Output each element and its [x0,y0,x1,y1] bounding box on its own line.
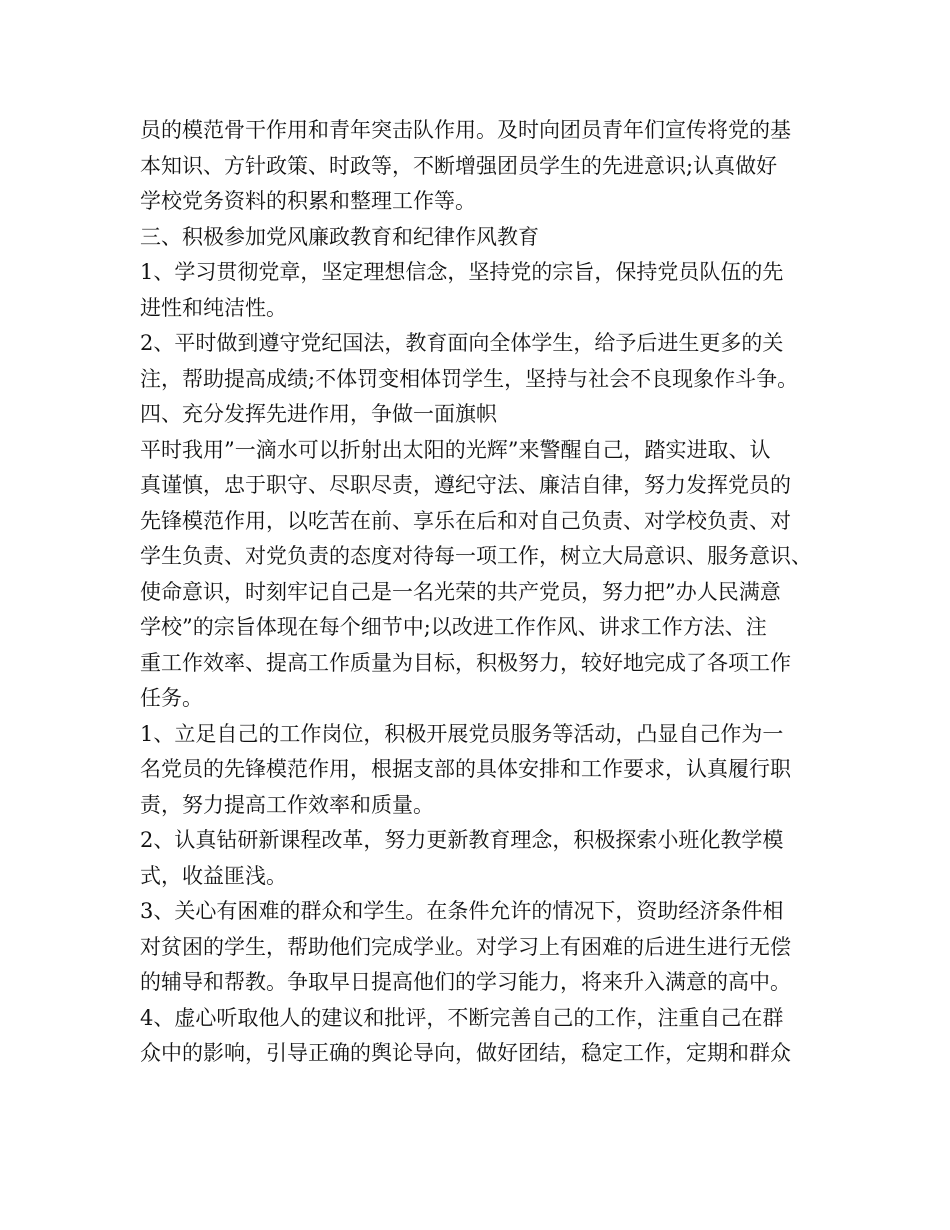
text-line: 4、虚心听取他人的建议和批评，不断完善自己的工作，注重自己在群 [140,1005,784,1030]
text-line: 责，努力提高工作效率和质量。 [140,792,434,817]
text-line: 员的模范骨干作用和青年突击队作用。及时向团员青年们宣传将党的基 [140,118,791,142]
section-heading-3: 三、积极参加党风廉政教育和纪律作风教育 [140,224,539,249]
text-line: 2、认真钻研新课程改革，努力更新教育理念，积极探索小班化教学模 [140,828,784,852]
section-heading-4: 四、充分发挥先进作用，争做一面旗帜 [140,402,497,426]
document-body [140,113,820,1072]
text-line: 重工作效率、提高工作质量为目标，积极努力，较好地完成了各项工作 [140,650,791,675]
text-line: 名党员的先锋模范作用，根据支部的具体安排和工作要求，认真履行职 [140,757,791,781]
text-line: 2、平时做到遵守党纪国法，教育面向全体学生，给予后进生更多的关 [140,331,784,355]
text-line: 3、关心有困难的群众和学生。在条件允许的情况下，资助经济条件相 [140,899,784,923]
text-line: 1、学习贯彻党章，坚定理想信念，坚持党的宗旨，保持党员队伍的先 [140,260,784,284]
text-line: 任务。 [140,686,203,710]
text-line: 众中的影响，引导正确的舆论导向，做好团结，稳定工作，定期和群众 [140,1041,791,1065]
text-line: 注，帮助提高成绩;不体罚变相体罚学生，坚持与社会不良现象作斗争。 [140,366,799,391]
text-line: 学生负责、对党负责的态度对待每一项工作，树立大局意识、服务意识、 [140,544,812,568]
text-line: 的辅导和帮教。争取早日提高他们的学习能力，将来升入满意的高中。 [140,970,791,994]
text-line: 式，收益匪浅。 [140,863,287,888]
text-line: 真谨慎，忠于职守、尽职尽责，遵纪守法、廉洁自律，努力发挥党员的 [140,473,791,497]
text-line: 先锋模范作用，以吃苦在前、享乐在后和对自己负责、对学校负责、对 [140,508,791,533]
text-line: 使命意识，时刻牢记自己是一名光荣的共产党员，努力把”办人民满意 [140,579,781,604]
text-line: 学校”的宗旨体现在每个细节中;以改进工作作风、讲求工作方法、注 [140,615,767,639]
text-line: 进性和纯洁性。 [140,295,287,320]
text-line: 本知识、方针政策、时政等，不断增强团员学生的先进意识;认真做好 [140,153,778,178]
text-line: 平时我用”一滴水可以折射出太阳的光辉”来警醒自己，踏实进取、认 [140,437,771,462]
text-line: 学校党务资料的积累和整理工作等。 [140,189,476,213]
text-line: 对贫困的学生，帮助他们完成学业。对学习上有困难的后进生进行无偿 [140,934,791,959]
text-line: 1、立足自己的工作岗位，积极开展党员服务等活动，凸显自己作为一 [140,721,784,746]
